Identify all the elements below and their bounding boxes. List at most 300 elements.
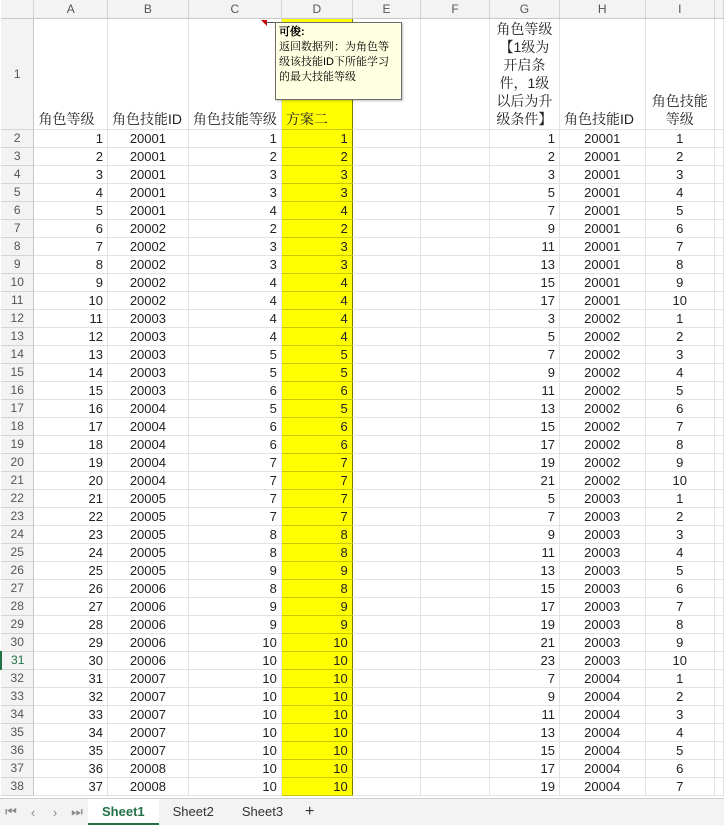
row-header[interactable]: 29 (1, 616, 34, 634)
cell-extra[interactable] (715, 760, 724, 778)
cell-extra[interactable] (715, 184, 724, 202)
cell-extra[interactable] (715, 616, 724, 634)
cell-d[interactable]: 4 (281, 328, 352, 346)
cell-c[interactable]: 3 (188, 238, 281, 256)
cell-extra[interactable] (715, 202, 724, 220)
cell-g[interactable]: 9 (489, 364, 559, 382)
header-cell-d[interactable]: 方案二 (281, 19, 352, 130)
last-sheet-icon[interactable]: ⏭ (71, 804, 83, 819)
cell-e[interactable] (352, 292, 421, 310)
tab-sheet3[interactable]: Sheet3 (241, 804, 284, 819)
cell-b[interactable]: 20008 (107, 778, 188, 796)
cell-d[interactable]: 8 (281, 544, 352, 562)
cell-g[interactable]: 13 (489, 562, 559, 580)
cell-g[interactable]: 7 (489, 202, 559, 220)
cell-extra[interactable] (715, 598, 724, 616)
cell-a[interactable]: 35 (34, 742, 108, 760)
cell-i[interactable]: 6 (645, 760, 714, 778)
header-cell-i[interactable]: 角色技能等级 (645, 19, 714, 130)
cell-h[interactable]: 20003 (559, 652, 645, 670)
cell-f[interactable] (421, 148, 490, 166)
cell-g[interactable]: 3 (489, 310, 559, 328)
cell-g[interactable]: 9 (489, 220, 559, 238)
cell-i[interactable]: 4 (645, 724, 714, 742)
cell-d[interactable]: 10 (281, 706, 352, 724)
cell-e[interactable] (352, 562, 421, 580)
cell-g[interactable]: 13 (489, 256, 559, 274)
cell-extra[interactable] (715, 382, 724, 400)
cell-b[interactable]: 20002 (107, 220, 188, 238)
cell-c[interactable]: 3 (188, 184, 281, 202)
cell-h[interactable]: 20001 (559, 256, 645, 274)
cell-i[interactable]: 9 (645, 454, 714, 472)
cell-f[interactable] (421, 508, 490, 526)
cell-c[interactable]: 10 (188, 652, 281, 670)
cell-i[interactable]: 8 (645, 256, 714, 274)
cell-extra[interactable] (715, 238, 724, 256)
next-sheet-icon[interactable]: › (52, 804, 58, 820)
cell-d[interactable]: 10 (281, 688, 352, 706)
cell-e[interactable] (352, 652, 421, 670)
cell-g[interactable]: 7 (489, 670, 559, 688)
cell-c[interactable]: 10 (188, 778, 281, 796)
cell-e[interactable] (352, 454, 421, 472)
cell-b[interactable]: 20001 (107, 166, 188, 184)
cell-g[interactable]: 21 (489, 634, 559, 652)
cell-i[interactable]: 3 (645, 706, 714, 724)
cell-g[interactable]: 15 (489, 418, 559, 436)
cell-b[interactable]: 20006 (107, 598, 188, 616)
cell-e[interactable] (352, 202, 421, 220)
cell-i[interactable]: 2 (645, 328, 714, 346)
cell-f[interactable] (421, 652, 490, 670)
header-cell-f[interactable] (421, 19, 490, 130)
column-header-extra[interactable] (715, 0, 724, 19)
row-header[interactable]: 25 (1, 544, 34, 562)
row-header[interactable]: 27 (1, 580, 34, 598)
cell-f[interactable] (421, 706, 490, 724)
cell-h[interactable]: 20004 (559, 778, 645, 796)
cell-g[interactable]: 17 (489, 760, 559, 778)
cell-g[interactable]: 13 (489, 724, 559, 742)
cell-d[interactable]: 3 (281, 238, 352, 256)
cell-a[interactable]: 23 (34, 526, 108, 544)
row-header[interactable]: 8 (1, 238, 34, 256)
row-header[interactable]: 3 (1, 148, 34, 166)
cell-extra[interactable] (715, 256, 724, 274)
cell-a[interactable]: 36 (34, 760, 108, 778)
cell-e[interactable] (352, 706, 421, 724)
cell-d[interactable]: 6 (281, 436, 352, 454)
cell-h[interactable]: 20002 (559, 418, 645, 436)
row-header[interactable]: 15 (1, 364, 34, 382)
cell-i[interactable]: 1 (645, 670, 714, 688)
cell-f[interactable] (421, 184, 490, 202)
cell-c[interactable]: 4 (188, 310, 281, 328)
cell-f[interactable] (421, 130, 490, 148)
cell-e[interactable] (352, 130, 421, 148)
cell-h[interactable]: 20002 (559, 364, 645, 382)
row-header[interactable]: 2 (1, 130, 34, 148)
cell-d[interactable]: 2 (281, 220, 352, 238)
row-header[interactable]: 23 (1, 508, 34, 526)
cell-g[interactable]: 17 (489, 598, 559, 616)
column-header-d[interactable]: D (281, 0, 352, 19)
cell-f[interactable] (421, 778, 490, 796)
cell-h[interactable]: 20003 (559, 526, 645, 544)
cell-e[interactable] (352, 310, 421, 328)
cell-g[interactable]: 17 (489, 292, 559, 310)
cell-e[interactable] (352, 238, 421, 256)
cell-g[interactable]: 5 (489, 184, 559, 202)
cell-a[interactable]: 24 (34, 544, 108, 562)
cell-b[interactable]: 20004 (107, 418, 188, 436)
cell-c[interactable]: 4 (188, 274, 281, 292)
cell-extra[interactable] (715, 418, 724, 436)
cell-f[interactable] (421, 670, 490, 688)
cell-c[interactable]: 7 (188, 472, 281, 490)
cell-f[interactable] (421, 256, 490, 274)
cell-a[interactable]: 25 (34, 562, 108, 580)
cell-c[interactable]: 10 (188, 742, 281, 760)
cell-c[interactable]: 10 (188, 760, 281, 778)
cell-e[interactable] (352, 166, 421, 184)
cell-g[interactable]: 19 (489, 454, 559, 472)
cell-i[interactable]: 5 (645, 742, 714, 760)
cell-g[interactable]: 11 (489, 382, 559, 400)
cell-d[interactable]: 7 (281, 508, 352, 526)
cell-d[interactable]: 9 (281, 598, 352, 616)
cell-i[interactable]: 8 (645, 436, 714, 454)
cell-a[interactable]: 34 (34, 724, 108, 742)
cell-f[interactable] (421, 742, 490, 760)
header-cell-c[interactable]: 角色技能等级 (188, 19, 281, 130)
cell-extra[interactable] (715, 544, 724, 562)
column-header-b[interactable]: B (107, 0, 188, 19)
cell-f[interactable] (421, 598, 490, 616)
cell-c[interactable]: 6 (188, 418, 281, 436)
cell-f[interactable] (421, 346, 490, 364)
row-header[interactable]: 13 (1, 328, 34, 346)
cell-e[interactable] (352, 490, 421, 508)
row-header[interactable]: 9 (1, 256, 34, 274)
cell-a[interactable]: 21 (34, 490, 108, 508)
cell-i[interactable]: 3 (645, 346, 714, 364)
cell-f[interactable] (421, 220, 490, 238)
cell-f[interactable] (421, 544, 490, 562)
cell-h[interactable]: 20001 (559, 166, 645, 184)
cell-a[interactable]: 28 (34, 616, 108, 634)
cell-f[interactable] (421, 526, 490, 544)
cell-a[interactable]: 12 (34, 328, 108, 346)
cell-c[interactable]: 4 (188, 328, 281, 346)
cell-f[interactable] (421, 382, 490, 400)
cell-f[interactable] (421, 400, 490, 418)
cell-extra[interactable] (715, 346, 724, 364)
cell-b[interactable]: 20007 (107, 742, 188, 760)
cell-a[interactable]: 16 (34, 400, 108, 418)
cell-d[interactable]: 10 (281, 652, 352, 670)
cell-c[interactable]: 10 (188, 670, 281, 688)
cell-d[interactable]: 4 (281, 292, 352, 310)
cell-i[interactable]: 5 (645, 202, 714, 220)
cell-e[interactable] (352, 418, 421, 436)
cell-a[interactable]: 1 (34, 130, 108, 148)
cell-b[interactable]: 20006 (107, 580, 188, 598)
cell-b[interactable]: 20006 (107, 652, 188, 670)
cell-b[interactable]: 20001 (107, 130, 188, 148)
cell-extra[interactable] (715, 562, 724, 580)
cell-e[interactable] (352, 184, 421, 202)
cell-a[interactable]: 17 (34, 418, 108, 436)
column-header-g[interactable]: G (489, 0, 559, 19)
cell-e[interactable] (352, 220, 421, 238)
row-header[interactable]: 7 (1, 220, 34, 238)
cell-e[interactable] (352, 742, 421, 760)
cell-h[interactable]: 20004 (559, 670, 645, 688)
cell-f[interactable] (421, 562, 490, 580)
cell-b[interactable]: 20002 (107, 238, 188, 256)
cell-d[interactable]: 8 (281, 526, 352, 544)
cell-e[interactable] (352, 256, 421, 274)
row-header[interactable]: 6 (1, 202, 34, 220)
cell-e[interactable] (352, 544, 421, 562)
cell-a[interactable]: 19 (34, 454, 108, 472)
add-sheet-button[interactable]: + (305, 803, 315, 820)
cell-extra[interactable] (715, 508, 724, 526)
cell-d[interactable]: 7 (281, 490, 352, 508)
cell-extra[interactable] (715, 130, 724, 148)
cell-f[interactable] (421, 724, 490, 742)
cell-c[interactable]: 6 (188, 436, 281, 454)
cell-b[interactable]: 20004 (107, 400, 188, 418)
cell-a[interactable]: 11 (34, 310, 108, 328)
row-header[interactable]: 24 (1, 526, 34, 544)
cell-e[interactable] (352, 382, 421, 400)
cell-e[interactable] (352, 400, 421, 418)
cell-i[interactable]: 2 (645, 508, 714, 526)
cell-extra[interactable] (715, 148, 724, 166)
column-header-f[interactable]: F (421, 0, 490, 19)
cell-g[interactable]: 19 (489, 778, 559, 796)
cell-d[interactable]: 10 (281, 760, 352, 778)
cell-h[interactable]: 20001 (559, 292, 645, 310)
cell-c[interactable]: 3 (188, 256, 281, 274)
cell-b[interactable]: 20004 (107, 472, 188, 490)
cell-h[interactable]: 20001 (559, 148, 645, 166)
cell-d[interactable]: 10 (281, 670, 352, 688)
cell-a[interactable]: 9 (34, 274, 108, 292)
cell-c[interactable]: 5 (188, 346, 281, 364)
cell-extra[interactable] (715, 670, 724, 688)
cell-f[interactable] (421, 328, 490, 346)
cell-h[interactable]: 20004 (559, 688, 645, 706)
cell-f[interactable] (421, 274, 490, 292)
cell-a[interactable]: 4 (34, 184, 108, 202)
cell-i[interactable]: 10 (645, 652, 714, 670)
cell-d[interactable]: 2 (281, 148, 352, 166)
cell-i[interactable]: 4 (645, 364, 714, 382)
cell-d[interactable]: 5 (281, 346, 352, 364)
row-header[interactable]: 22 (1, 490, 34, 508)
column-header-e[interactable]: E (352, 0, 421, 19)
cell-g[interactable]: 11 (489, 544, 559, 562)
cell-f[interactable] (421, 490, 490, 508)
cell-e[interactable] (352, 346, 421, 364)
cell-b[interactable]: 20004 (107, 454, 188, 472)
cell-h[interactable]: 20002 (559, 310, 645, 328)
cell-b[interactable]: 20005 (107, 544, 188, 562)
cell-c[interactable]: 3 (188, 166, 281, 184)
cell-c[interactable]: 2 (188, 220, 281, 238)
cell-b[interactable]: 20005 (107, 490, 188, 508)
select-all-corner[interactable] (1, 0, 34, 19)
cell-f[interactable] (421, 688, 490, 706)
cell-e[interactable] (352, 148, 421, 166)
cell-c[interactable]: 8 (188, 580, 281, 598)
cell-d[interactable]: 4 (281, 202, 352, 220)
tab-sheet2[interactable]: Sheet2 (172, 804, 214, 819)
cell-d[interactable]: 8 (281, 580, 352, 598)
cell-i[interactable]: 1 (645, 130, 714, 148)
cell-c[interactable]: 9 (188, 598, 281, 616)
cell-h[interactable]: 20003 (559, 490, 645, 508)
cell-e[interactable] (352, 616, 421, 634)
cell-i[interactable]: 10 (645, 292, 714, 310)
cell-h[interactable]: 20002 (559, 472, 645, 490)
header-cell-a[interactable]: 角色等级 (34, 19, 108, 130)
row-header[interactable]: 12 (1, 310, 34, 328)
cell-b[interactable]: 20003 (107, 310, 188, 328)
cell-c[interactable]: 10 (188, 706, 281, 724)
cell-b[interactable]: 20008 (107, 760, 188, 778)
cell-b[interactable]: 20005 (107, 508, 188, 526)
cell-c[interactable]: 5 (188, 364, 281, 382)
cell-d[interactable]: 7 (281, 472, 352, 490)
cell-i[interactable]: 7 (645, 778, 714, 796)
cell-f[interactable] (421, 364, 490, 382)
cell-h[interactable]: 20003 (559, 544, 645, 562)
cell-d[interactable]: 6 (281, 382, 352, 400)
row-header[interactable]: 38 (1, 778, 34, 796)
cell-e[interactable] (352, 778, 421, 796)
cell-extra[interactable] (715, 472, 724, 490)
cell-f[interactable] (421, 166, 490, 184)
cell-extra[interactable] (715, 364, 724, 382)
cell-d[interactable]: 9 (281, 616, 352, 634)
cell-f[interactable] (421, 436, 490, 454)
cell-f[interactable] (421, 418, 490, 436)
cell-i[interactable]: 7 (645, 598, 714, 616)
cell-g[interactable]: 5 (489, 328, 559, 346)
cell-extra[interactable] (715, 724, 724, 742)
cell-a[interactable]: 37 (34, 778, 108, 796)
cell-i[interactable]: 2 (645, 688, 714, 706)
cell-b[interactable]: 20007 (107, 706, 188, 724)
cell-c[interactable]: 9 (188, 562, 281, 580)
cell-comment[interactable] (275, 22, 402, 100)
row-header[interactable]: 28 (1, 598, 34, 616)
row-header[interactable]: 10 (1, 274, 34, 292)
cell-g[interactable]: 23 (489, 652, 559, 670)
cell-d[interactable]: 3 (281, 256, 352, 274)
cell-h[interactable]: 20002 (559, 400, 645, 418)
cell-a[interactable]: 14 (34, 364, 108, 382)
cell-extra[interactable] (715, 580, 724, 598)
cell-g[interactable]: 19 (489, 616, 559, 634)
cell-c[interactable]: 7 (188, 454, 281, 472)
row-header[interactable]: 20 (1, 454, 34, 472)
cell-i[interactable]: 10 (645, 472, 714, 490)
cell-i[interactable]: 3 (645, 166, 714, 184)
cell-extra[interactable] (715, 652, 724, 670)
cell-a[interactable]: 7 (34, 238, 108, 256)
cell-d[interactable]: 1 (281, 130, 352, 148)
cell-i[interactable]: 6 (645, 400, 714, 418)
cell-i[interactable]: 6 (645, 220, 714, 238)
cell-h[interactable]: 20002 (559, 382, 645, 400)
cell-i[interactable]: 5 (645, 562, 714, 580)
cell-a[interactable]: 29 (34, 634, 108, 652)
cell-a[interactable]: 32 (34, 688, 108, 706)
cell-g[interactable]: 9 (489, 688, 559, 706)
cell-d[interactable]: 4 (281, 310, 352, 328)
cell-extra[interactable] (715, 706, 724, 724)
row-header[interactable]: 31 (1, 652, 34, 670)
cell-b[interactable]: 20003 (107, 382, 188, 400)
cell-d[interactable]: 3 (281, 184, 352, 202)
cell-d[interactable]: 10 (281, 778, 352, 796)
cell-a[interactable]: 33 (34, 706, 108, 724)
cell-extra[interactable] (715, 436, 724, 454)
cell-b[interactable]: 20007 (107, 688, 188, 706)
cell-h[interactable]: 20001 (559, 238, 645, 256)
cell-f[interactable] (421, 454, 490, 472)
cell-h[interactable]: 20004 (559, 742, 645, 760)
cell-f[interactable] (421, 634, 490, 652)
cell-g[interactable]: 15 (489, 580, 559, 598)
cell-h[interactable]: 20001 (559, 202, 645, 220)
cell-a[interactable]: 13 (34, 346, 108, 364)
cell-a[interactable]: 27 (34, 598, 108, 616)
cell-a[interactable]: 18 (34, 436, 108, 454)
cell-g[interactable]: 15 (489, 274, 559, 292)
cell-a[interactable]: 26 (34, 580, 108, 598)
cell-e[interactable] (352, 760, 421, 778)
cell-d[interactable]: 5 (281, 400, 352, 418)
cell-c[interactable]: 10 (188, 724, 281, 742)
cell-h[interactable]: 20001 (559, 184, 645, 202)
row-header[interactable]: 18 (1, 418, 34, 436)
cell-h[interactable]: 20003 (559, 634, 645, 652)
cell-e[interactable] (352, 328, 421, 346)
cell-b[interactable]: 20007 (107, 670, 188, 688)
cell-a[interactable]: 31 (34, 670, 108, 688)
cell-h[interactable]: 20002 (559, 346, 645, 364)
cell-i[interactable]: 2 (645, 148, 714, 166)
cell-c[interactable]: 1 (188, 130, 281, 148)
cell-i[interactable]: 8 (645, 616, 714, 634)
cell-a[interactable]: 8 (34, 256, 108, 274)
cell-d[interactable]: 9 (281, 562, 352, 580)
cell-b[interactable]: 20001 (107, 184, 188, 202)
cell-g[interactable]: 15 (489, 742, 559, 760)
cell-i[interactable]: 1 (645, 310, 714, 328)
cell-e[interactable] (352, 688, 421, 706)
header-cell-g[interactable]: 角色等级【1级为开启条件，1级以后为升级条件】 (489, 19, 559, 130)
cell-i[interactable]: 6 (645, 580, 714, 598)
cell-i[interactable]: 4 (645, 184, 714, 202)
